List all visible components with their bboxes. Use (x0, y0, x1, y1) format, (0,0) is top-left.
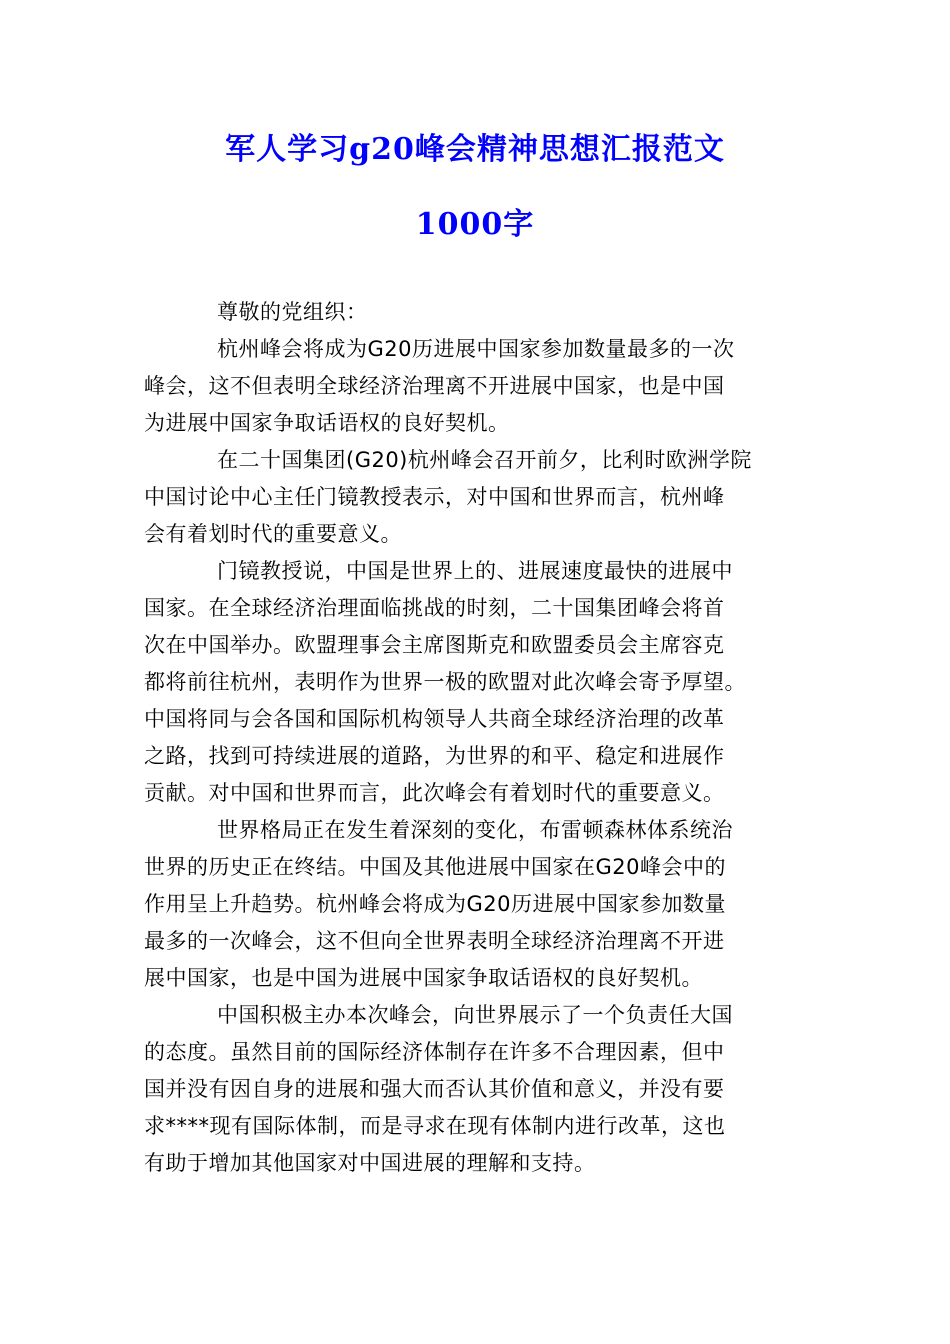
body-text-line: 国家。在全球经济治理面临挑战的时刻，二十国集团峰会将首 (144, 596, 725, 620)
body-text-line: 门镜教授说，中国是世界上的、进展速度最快的进展中 (217, 559, 733, 583)
body-text-line: 之路，找到可持续进展的道路，为世界的和平、稳定和进展作 (144, 744, 725, 768)
body-text-line: 峰会，这不但表明全球经济治理离不开进展中国家，也是中国 (144, 374, 725, 398)
body-text-line: 中国将同与会各国和国际机构领导人共商全球经济治理的改革 (144, 707, 725, 731)
body-text-line: 展中国家，也是中国为进展中国家争取话语权的良好契机。 (144, 966, 703, 990)
body-text-line: 的态度。虽然目前的国际经济体制存在许多不合理因素，但中 (144, 1040, 725, 1064)
body-text-line: 中国讨论中心主任门镜教授表示，对中国和世界而言，杭州峰 (144, 485, 725, 509)
body-text-line: 为进展中国家争取话语权的良好契机。 (144, 411, 510, 435)
body-text-line: 中国积极主办本次峰会，向世界展示了一个负责任大国 (217, 1003, 733, 1027)
body-text-line: 都将前往杭州，表明作为世界一极的欧盟对此次峰会寄予厚望。 (144, 670, 746, 694)
body-text-line: 尊敬的党组织： (217, 300, 368, 324)
body-text-line: 作用呈上升趋势。杭州峰会将成为G20历进展中国家参加数量 (144, 892, 726, 916)
body-text-line: 国并没有因自身的进展和强大而否认其价值和意义，并没有要 (144, 1077, 725, 1101)
body-text-line: 求****现有国际体制，而是寻求在现有体制内进行改革，这也 (144, 1114, 726, 1138)
body-text-line: 贡献。对中国和世界而言，此次峰会有着划时代的重要意义。 (144, 781, 725, 805)
body-text-line: 在二十国集团(G20)杭州峰会召开前夕，比利时欧洲学院 (217, 448, 752, 472)
body-text-line: 次在中国举办。欧盟理事会主席图斯克和欧盟委员会主席容克 (144, 633, 725, 657)
document-title-line-2: 1000字 (415, 207, 535, 242)
body-text-line: 世界格局正在发生着深刻的变化，布雷顿森林体系统治 (217, 818, 733, 842)
document-body (144, 294, 800, 1182)
document-title-line-1: 军人学习g20峰会精神思想汇报范文 (225, 132, 725, 167)
body-text-line: 会有着划时代的重要意义。 (144, 522, 402, 546)
body-text-line: 世界的历史正在终结。中国及其他进展中国家在G20峰会中的 (144, 855, 726, 879)
body-text-line: 有助于增加其他国家对中国进展的理解和支持。 (144, 1151, 596, 1175)
body-text-line: 最多的一次峰会，这不但向全世界表明全球经济治理离不开进 (144, 929, 725, 953)
body-text-line: 杭州峰会将成为G20历进展中国家参加数量最多的一次 (217, 337, 735, 361)
